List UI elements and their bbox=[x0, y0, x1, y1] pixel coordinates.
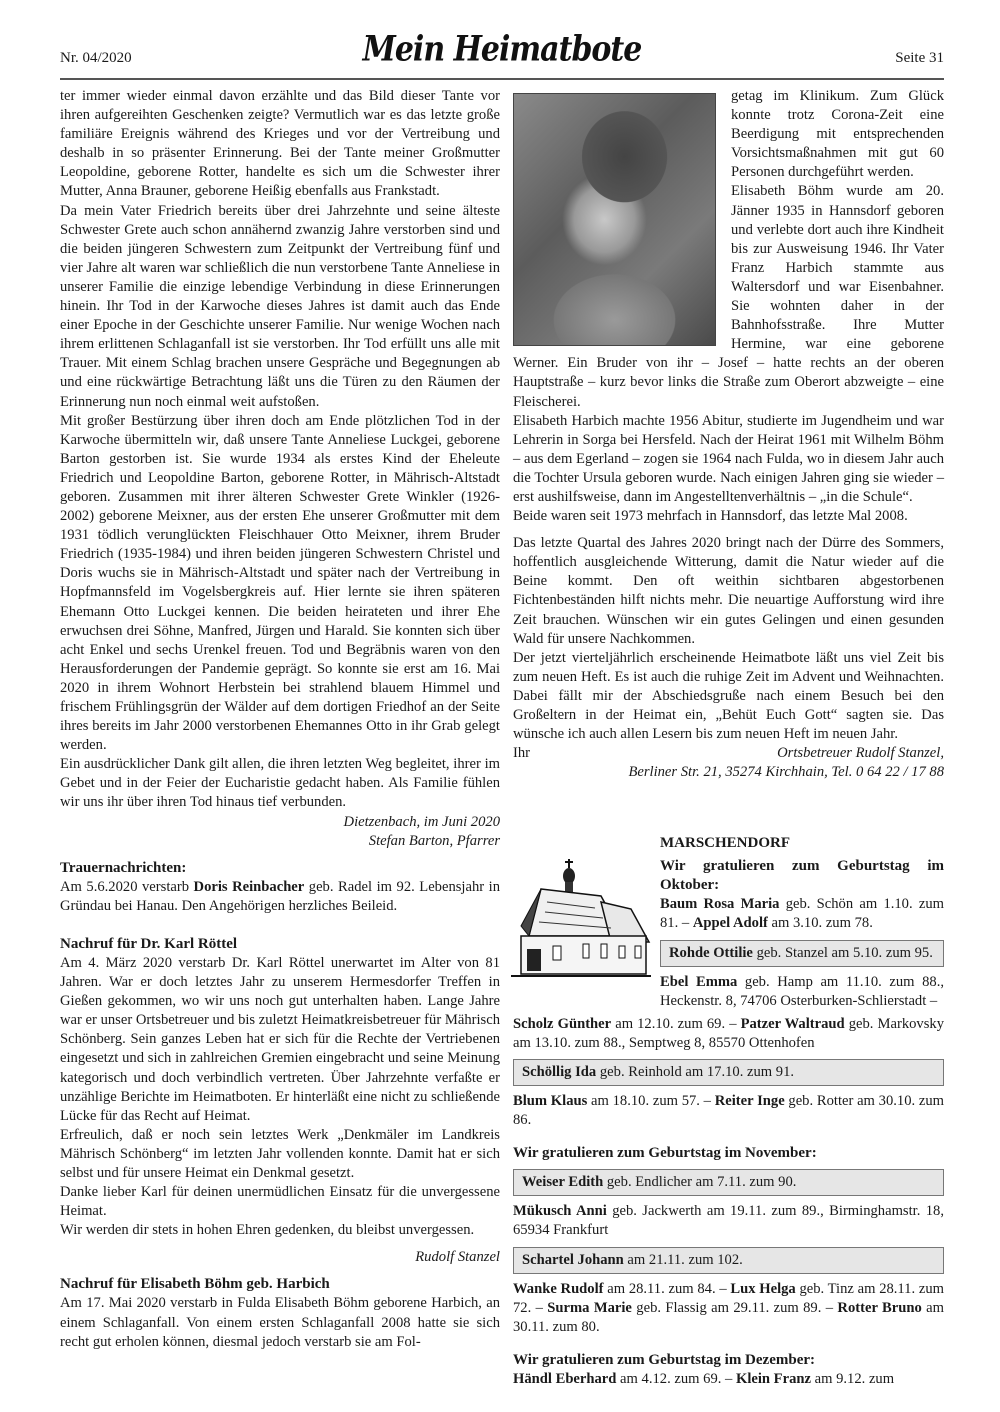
birthday-entry: Scholz Günther am 12.10. zum 69. – Patzer Waltraud geb. Markovsky am 13.10. zum 88., Semptweg 8, 85570 Ottenhofen bbox=[513, 1016, 944, 1052]
birthday-entry: Mükusch Anni geb. Jackwerth am 19.11. zum 89., Birminghamstr. 18, 65934 Frankfurt bbox=[513, 1203, 944, 1239]
signature-place-date: Dietzenbach, im Juni 2020 bbox=[343, 813, 500, 830]
highlighted-birthday-box: Schöllig Ida geb. Reinhold am 17.10. zum 91. bbox=[513, 1059, 944, 1086]
highlighted-birthday-box: Schartel Johann am 21.11. zum 102. bbox=[513, 1247, 944, 1274]
issue-number: Nr. 04/2020 bbox=[60, 50, 132, 66]
signature-address: Berliner Str. 21, 35274 Kirchhain, Tel. 0 64 22 / 17 88 bbox=[628, 764, 944, 781]
masthead-logo: Mein Heimatbote bbox=[362, 29, 642, 70]
portrait-photo bbox=[513, 93, 716, 346]
person-name: Doris Reinbacher bbox=[193, 878, 305, 895]
section-heading-nachruf-roettel: Nachruf für Dr. Karl Röttel bbox=[60, 935, 238, 952]
paragraph: Danke lieber Karl für deinen unermüdlichen Einsatz für die unvergessene Heimat. bbox=[60, 1184, 500, 1220]
right-column bbox=[513, 87, 944, 1011]
page-header bbox=[60, 30, 944, 80]
paragraph: Wir werden dir stets in hohen Ehren gedenken, du bleibst unvergessen. bbox=[60, 1222, 475, 1239]
paragraph: Beide waren seit 1973 mehrfach in Hannsdorf, das letzte Mal 2008. bbox=[513, 508, 908, 525]
birthday-heading-october: Wir gratulieren zum Geburtstag im Oktober: bbox=[660, 858, 944, 894]
section-heading-marschendorf: MARSCHENDORF bbox=[660, 835, 790, 852]
paragraph: Elisabeth Harbich machte 1956 Abitur, studierte im Jugendheim und war Lehrerin in Sorga bei Hersfeld. Nach der Heirat 1961 mit Wilhelm Böhm – aus dem Egerland – zogen sie 1964 nach Fulda, wo in diesem Jahr auch die Tochter Ursula geboren wurde. Nach einigen Jahren ging sie wieder – erst aushilfsweise, dann im Angestelltenverhältnis – „in die Schule“. bbox=[513, 412, 944, 505]
birthday-heading-november: Wir gratulieren zum Geburtstag im November: bbox=[513, 1145, 817, 1162]
paragraph: ter immer wieder einmal davon erzählte und das Bild dieser Tante vor ihren aufgereihten Geschenken zeigte? Vermutlich war es das letzte große familiäre Ereignis während des Krieges und vor der Vertreibung und deshalb in so präsenter Erinnerung. Bei der Tante meiner Großmutter Leopoldine, geborene Rotter, handelte es sich um die Schwester ihrer Mutter, Anna Brauner, geborene Heißig ebenfalls aus Frankstadt. bbox=[60, 88, 500, 200]
closing-signature: Ihr Ortsbetreuer Rudolf Stanzel, bbox=[513, 744, 944, 763]
signature-author: Stefan Barton, Pfarrer bbox=[368, 832, 500, 849]
paragraph: Am 17. Mai 2020 verstarb in Fulda Elisabeth Böhm geborene Harbich, an einem Schlaganfall. Von einem ersten Schlaganfall 2008 hatte sie sich recht gut erholen können, diesmal jedoch verstarb sie am Fol- bbox=[60, 1295, 500, 1350]
birthday-entry: Wanke Rudolf am 28.11. zum 84. – Lux Helga geb. Tinz am 28.11. zum 72. – Surma Marie geb. Flassig am 29.11. zum 89. – Rotter Bruno am 30.11. zum 80. bbox=[513, 1280, 944, 1335]
paragraph: Da mein Vater Friedrich bereits über drei Jahrzehnte und seine älteste Schwester Grete auch schon annähernd zwanzig Jahre verstorben sind und die beiden jüngeren Schwestern zum Zeitpunkt der Vertreibung fünf und vier Jahre alt waren war schließlich die nun verstorbene Tante Anneliese in unserer Familie die einzige lebendige Verbindung in diese Erinnerungen hinein. Ihr Tod in der Karwoche dieses Jahres ist damit auch das Ende einer Epoche in der Geschichte unserer Familie. Nur wenige Wochen nach ihrem erlittenen Schlaganfall ist sie verstorben. Ihr Tod erfüllt uns alle mit Trauer. Mit einem Schlag brachen unsere Gespräche und Begegnungen ab und eine rückwärtige Betrachtung läßt uns die Türen zu den Räumen der Erinnerung nun noch einmal weit aufstoßen. bbox=[60, 202, 500, 410]
paragraph: Am 5.6.2020 verstarb Doris Reinbacher geb. Radel im 92. Lebensjahr in Gründau bei Hanau. Den Angehörigen herzliches Beileid. bbox=[60, 878, 500, 914]
paragraph: Das letzte Quartal des Jahres 2020 bringt nach der Dürre des Sommers, hoffentlich ausgleichende Witterung, damit die Natur wieder auf die Beine kommt. Den oft weithin sichtbaren abgestorbenen Fichtenbeständen hilft nichts mehr. Die neuartige Aufforstung wird ihre Zeit brauchen. Wünschen wir ein gutes Gelingen und einen gesunden Wald für unsere Nachkommen. bbox=[513, 535, 944, 647]
left-column bbox=[60, 87, 500, 1352]
signature-author: Ortsbetreuer Rudolf Stanzel, bbox=[777, 745, 944, 762]
paragraph: Am 4. März 2020 verstarb Dr. Karl Röttel unerwartet im Alter von 81 Jahren. War er doch letztes Jahr zu unserem Hermesdorfer Treffen in Gießen gekommen, wo wir uns noch gut unterhalten haben. Lange Jahre war er unser Ortsbetreuer und bis zuletzt Heimatkreisbetreuer für Mährisch Schönberg. Sein ganzes Leben hat er sich für die Rechte der Vertriebenen eingesetzt und sich in zahlreichen Gremien eingebracht und seine Meinung kategorisch und doch verbindlich vertreten. Über Jahrzehnte verfaßte er unzählige Berichte im Heimatboten. Er hinterläßt eine nicht zu schließende Lücke für das Recht auf Heimat. bbox=[60, 954, 500, 1124]
birthday-entry: Blum Klaus am 18.10. zum 57. – Reiter Inge geb. Rotter am 30.10. zum 86. bbox=[513, 1093, 945, 1129]
paragraph: Der jetzt vierteljährlich erscheinende Heimatbote läßt uns viel Zeit bis zum neuen Heft. Es ist auch die ruhige Zeit im Advent und Weihnachten. Dabei fällt mir der Abschiedsgruße nach einem Besuch bei den Großeltern in der Heimat ein, „Behüt Euch Gott“ sagten sie. Das wünsche ich auch allen Lesern bis zum neuen Heft im neuen Jahr. bbox=[513, 649, 944, 743]
section-heading-nachruf-boehm: Nachruf für Elisabeth Böhm geb. Harbich bbox=[60, 1276, 330, 1293]
highlighted-birthday-box: Rohde Ottilie geb. Stanzel am 5.10. zum 95. bbox=[660, 940, 944, 967]
birthday-heading-december: Wir gratulieren zum Geburtstag im Dezember: bbox=[513, 1351, 816, 1368]
section-heading-trauernachrichten: Trauernachrichten: bbox=[60, 859, 187, 876]
paragraph: Ein ausdrücklicher Dank gilt allen, die ihren letzten Weg begleitet, ihrer im Gebet und in der Feier der Eucharistie gedacht haben. Als Familie fühlen wir uns ihr über ihren Tod hinaus tief verbunden. bbox=[60, 756, 500, 811]
birthday-entry: Händl Eberhard am 4.12. zum 69. – Klein Franz am 9.12. zum bbox=[513, 1370, 895, 1387]
church-illustration-icon bbox=[511, 854, 651, 979]
paragraph: Elisabeth Böhm wurde am 20. Jänner 1935 in Hannsdorf geboren und verlebte dort auch ihre Kindheit bis zur Ausweisung 1946. Ihr Vater Franz Harbich stammte aus Waltersdorf und war Eisenbahner. Sie wohnten daher in der Bahnhofsstraße. Ihre Mutter Hermine, war eine geborene Werner. Ein Bruder von ihr – Josef – hatte rechts an der oberen Hauptstraße – kurz bevor links die Straße zum Oberort abzweigte – eine Fleischerei. bbox=[513, 183, 944, 410]
signature-author: Rudolf Stanzel bbox=[415, 1249, 500, 1266]
page-number: Seite 31 bbox=[895, 50, 944, 66]
birthday-list-continued bbox=[513, 1015, 944, 1389]
paragraph: Erfreulich, daß er noch sein letztes Werk „Denkmäler im Landkreis Mährisch Schönberg“ im letzten Jahr vollenden konnte. Damit hat er sich selbst und für unsere Heimat ein Denkmal gesetzt. bbox=[60, 1126, 500, 1181]
highlighted-birthday-box: Weiser Edith geb. Endlicher am 7.11. zum 90. bbox=[513, 1169, 944, 1196]
birthday-entry: Ebel Emma geb. Hamp am 11.10. zum 88., Heckenstr. 8, 74706 Osterburken-Schlierstadt – bbox=[660, 973, 944, 1009]
birthday-entry: Baum Rosa Maria geb. Schön am 1.10. zum 81. – Appel Adolf am 3.10. zum 78. bbox=[660, 896, 944, 932]
paragraph: Mit großer Bestürzung über ihren doch am Ende plötzlichen Tod in der Karwoche übermitteln wir, daß unsere Tante Anneliese Luckgei, geborene Barton gestorben ist. Sie wurde 1934 als erstes Kind der Eheleute Friedrich und Leopoldine Barton, geborene Rotter, in Mährisch-Altstadt geboren. Zusammen mit ihrer älteren Schwester Grete Winkler (1926-2002) geborene Meixner, aus der ersten Ehe unserer Großmutter mit dem 1931 tödlich verunglückten Fleischhauer Otto Meixner, ihrem Bruder Friedrich (1935-1984) und ihren beiden jüngeren Schwestern Christel und Doris wuchs sie in Mährisch-Altstadt und später nach der Vertreibung in Hopfmannsfeld im Vogelsbergkreis auf. Hier lernte sie ihren späteren Ehemann Otto Luckgei kennen. Die beiden heirateten und ihrer Ehe erwuchsen drei Söhne, Manfred, Jürgen und Harald. Sie konnten sich über acht Enkel und sechs Urenkel freuen. Tod und Begräbnis waren von den Herausforderungen der Pandemie geprägt. So konnte sie erst am 16. Mai 2020 in ihrem Wohnort Herbstein bei strahlend blauem Himmel und frischem Frühlingsgrün der Wälder auf dem dortigen Friedhof an der Seite ihres bereits im Jahr 2000 verstorbenen Ehemannes Otto in ihr Grab gelegt werden. bbox=[60, 412, 500, 754]
marschendorf-section bbox=[513, 834, 944, 1010]
paragraph: getag im Klinikum. Zum Glück konnte trotz Corona-Zeit eine Beerdigung mit entsprechenden Vorsichtsmaßnahmen mit gut 60 Personen durchgeführt werden. bbox=[731, 88, 944, 181]
